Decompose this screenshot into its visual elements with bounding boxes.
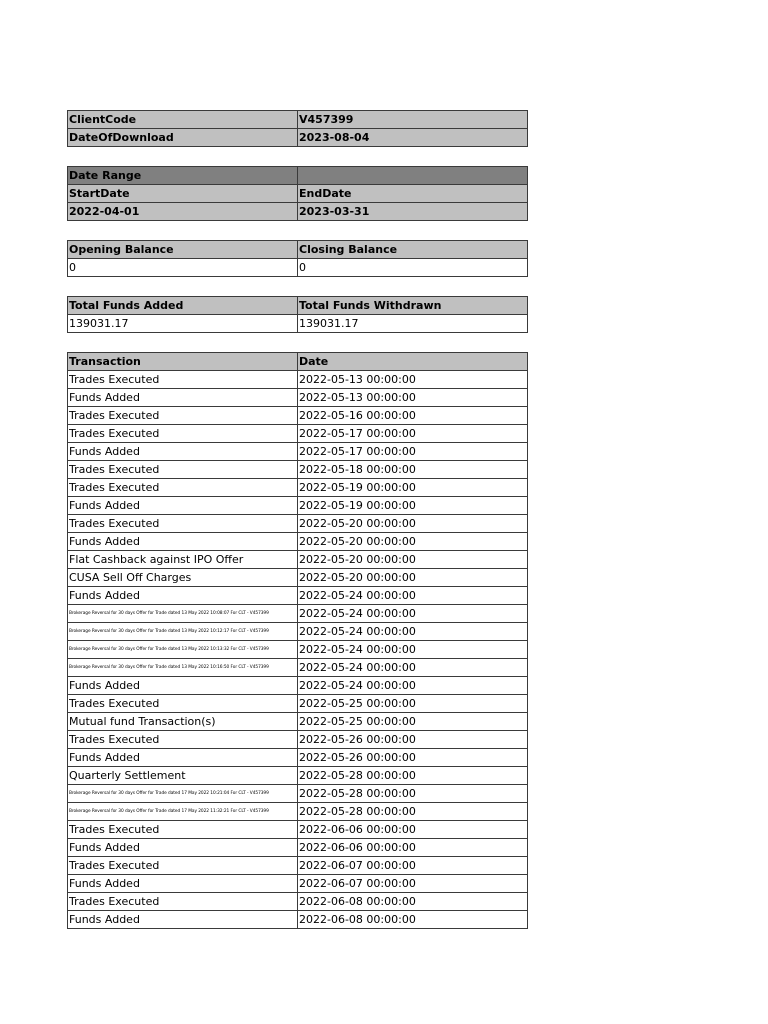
date-cell: 2022-05-26 00:00:00 <box>298 731 528 749</box>
statement-sheet <box>67 110 527 929</box>
table-row <box>68 371 528 389</box>
transaction-column-header: Transaction <box>68 353 298 371</box>
transaction-cell: Trades Executed <box>68 407 298 425</box>
transaction-cell: Funds Added <box>68 677 298 695</box>
table-row <box>68 659 528 677</box>
date-cell: 2022-05-24 00:00:00 <box>298 623 528 641</box>
funds-added-value: 139031.17 <box>68 315 298 333</box>
balance-header-row <box>68 241 528 259</box>
transaction-cell: Trades Executed <box>68 461 298 479</box>
transaction-cell: Funds Added <box>68 389 298 407</box>
table-row <box>68 749 528 767</box>
table-row <box>68 389 528 407</box>
table-row <box>68 479 528 497</box>
date-range-title-row <box>68 167 528 185</box>
date-cell: 2022-05-24 00:00:00 <box>298 587 528 605</box>
transaction-cell: Trades Executed <box>68 893 298 911</box>
date-range-table <box>67 166 528 221</box>
funds-added-label: Total Funds Added <box>68 297 298 315</box>
date-cell: 2022-05-20 00:00:00 <box>298 533 528 551</box>
date-cell: 2022-05-24 00:00:00 <box>298 605 528 623</box>
date-cell: 2022-05-16 00:00:00 <box>298 407 528 425</box>
closing-balance-label: Closing Balance <box>298 241 528 259</box>
start-date-value: 2022-04-01 <box>68 203 298 221</box>
date-cell: 2022-05-25 00:00:00 <box>298 695 528 713</box>
funds-withdrawn-label: Total Funds Withdrawn <box>298 297 528 315</box>
transactions-table <box>67 352 528 929</box>
date-cell: 2022-05-24 00:00:00 <box>298 641 528 659</box>
table-row <box>68 893 528 911</box>
transaction-cell: Quarterly Settlement <box>68 767 298 785</box>
date-cell: 2022-05-17 00:00:00 <box>298 425 528 443</box>
table-row <box>68 623 528 641</box>
date-cell: 2022-05-24 00:00:00 <box>298 659 528 677</box>
opening-balance-label: Opening Balance <box>68 241 298 259</box>
date-cell: 2022-05-20 00:00:00 <box>298 551 528 569</box>
end-date-label: EndDate <box>298 185 528 203</box>
table-row <box>68 497 528 515</box>
transaction-cell: Trades Executed <box>68 515 298 533</box>
date-cell: 2022-05-26 00:00:00 <box>298 749 528 767</box>
table-row <box>68 857 528 875</box>
table-row <box>68 677 528 695</box>
table-row <box>68 785 528 803</box>
transaction-cell: Trades Executed <box>68 821 298 839</box>
start-date-label: StartDate <box>68 185 298 203</box>
table-row <box>68 875 528 893</box>
date-cell: 2022-05-17 00:00:00 <box>298 443 528 461</box>
transaction-cell: Trades Executed <box>68 857 298 875</box>
date-cell: 2022-06-06 00:00:00 <box>298 839 528 857</box>
date-range-title-blank <box>298 167 528 185</box>
transaction-cell: Funds Added <box>68 875 298 893</box>
date-cell: 2022-05-28 00:00:00 <box>298 803 528 821</box>
download-date-row <box>68 129 528 147</box>
download-date-value: 2023-08-04 <box>298 129 528 147</box>
end-date-value: 2023-03-31 <box>298 203 528 221</box>
client-code-label: ClientCode <box>68 111 298 129</box>
date-cell: 2022-05-20 00:00:00 <box>298 569 528 587</box>
download-date-label: DateOfDownload <box>68 129 298 147</box>
table-row <box>68 731 528 749</box>
transaction-cell: Brokerage Reversal for 30 days Offer for Trade dated 13 May 2022 10:08:07 For CLT - V457399 <box>68 605 298 623</box>
funds-withdrawn-value: 139031.17 <box>298 315 528 333</box>
transaction-cell: Funds Added <box>68 911 298 929</box>
funds-table <box>67 296 528 333</box>
date-cell: 2022-05-25 00:00:00 <box>298 713 528 731</box>
closing-balance-value: 0 <box>298 259 528 277</box>
table-row <box>68 443 528 461</box>
transaction-cell: Mutual fund Transaction(s) <box>68 713 298 731</box>
client-code-value: V457399 <box>298 111 528 129</box>
date-cell: 2022-06-08 00:00:00 <box>298 893 528 911</box>
opening-balance-value: 0 <box>68 259 298 277</box>
transaction-cell: Brokerage Reversal for 30 days Offer for Trade dated 13 May 2022 10:13:32 For CLT - V457399 <box>68 641 298 659</box>
table-row <box>68 533 528 551</box>
transaction-cell: Brokerage Reversal for 30 days Offer for Trade dated 13 May 2022 10:16:50 For CLT - V457399 <box>68 659 298 677</box>
date-range-title: Date Range <box>68 167 298 185</box>
date-column-header: Date <box>298 353 528 371</box>
date-cell: 2022-05-18 00:00:00 <box>298 461 528 479</box>
date-cell: 2022-06-08 00:00:00 <box>298 911 528 929</box>
table-row <box>68 605 528 623</box>
table-row <box>68 641 528 659</box>
transaction-cell: CUSA Sell Off Charges <box>68 569 298 587</box>
table-row <box>68 839 528 857</box>
client-code-row <box>68 111 528 129</box>
date-cell: 2022-05-24 00:00:00 <box>298 677 528 695</box>
transaction-cell: Trades Executed <box>68 479 298 497</box>
date-cell: 2022-06-07 00:00:00 <box>298 875 528 893</box>
table-row <box>68 551 528 569</box>
table-row <box>68 461 528 479</box>
table-row <box>68 515 528 533</box>
transaction-cell: Trades Executed <box>68 695 298 713</box>
funds-header-row <box>68 297 528 315</box>
transaction-cell: Funds Added <box>68 533 298 551</box>
balance-table <box>67 240 528 277</box>
transaction-cell: Funds Added <box>68 839 298 857</box>
transaction-cell: Trades Executed <box>68 371 298 389</box>
date-cell: 2022-05-13 00:00:00 <box>298 389 528 407</box>
funds-values-row <box>68 315 528 333</box>
table-row <box>68 821 528 839</box>
table-row <box>68 407 528 425</box>
date-cell: 2022-05-20 00:00:00 <box>298 515 528 533</box>
table-row <box>68 569 528 587</box>
transaction-cell: Trades Executed <box>68 731 298 749</box>
table-row <box>68 803 528 821</box>
transaction-cell: Funds Added <box>68 497 298 515</box>
transactions-body <box>68 371 528 929</box>
table-row <box>68 425 528 443</box>
transaction-cell: Brokerage Reversal for 30 days Offer for Trade dated 13 May 2022 10:12:17 For CLT - V457399 <box>68 623 298 641</box>
transaction-cell: Funds Added <box>68 749 298 767</box>
transaction-cell: Funds Added <box>68 587 298 605</box>
client-info-table <box>67 110 528 147</box>
balance-values-row <box>68 259 528 277</box>
date-range-values-row <box>68 203 528 221</box>
date-cell: 2022-05-28 00:00:00 <box>298 785 528 803</box>
date-cell: 2022-06-06 00:00:00 <box>298 821 528 839</box>
date-cell: 2022-05-13 00:00:00 <box>298 371 528 389</box>
date-cell: 2022-06-07 00:00:00 <box>298 857 528 875</box>
transactions-header-row <box>68 353 528 371</box>
date-cell: 2022-05-19 00:00:00 <box>298 479 528 497</box>
date-range-labels-row <box>68 185 528 203</box>
table-row <box>68 911 528 929</box>
table-row <box>68 713 528 731</box>
transaction-cell: Funds Added <box>68 443 298 461</box>
transaction-cell: Brokerage Reversal for 30 days Offer for Trade dated 17 May 2022 11:32:21 For CLT - V457399 <box>68 803 298 821</box>
date-cell: 2022-05-28 00:00:00 <box>298 767 528 785</box>
table-row <box>68 695 528 713</box>
transaction-cell: Trades Executed <box>68 425 298 443</box>
date-cell: 2022-05-19 00:00:00 <box>298 497 528 515</box>
table-row <box>68 587 528 605</box>
transaction-cell: Flat Cashback against IPO Offer <box>68 551 298 569</box>
transaction-cell: Brokerage Reversal for 30 days Offer for Trade dated 17 May 2022 10:21:04 For CLT - V457399 <box>68 785 298 803</box>
table-row <box>68 767 528 785</box>
